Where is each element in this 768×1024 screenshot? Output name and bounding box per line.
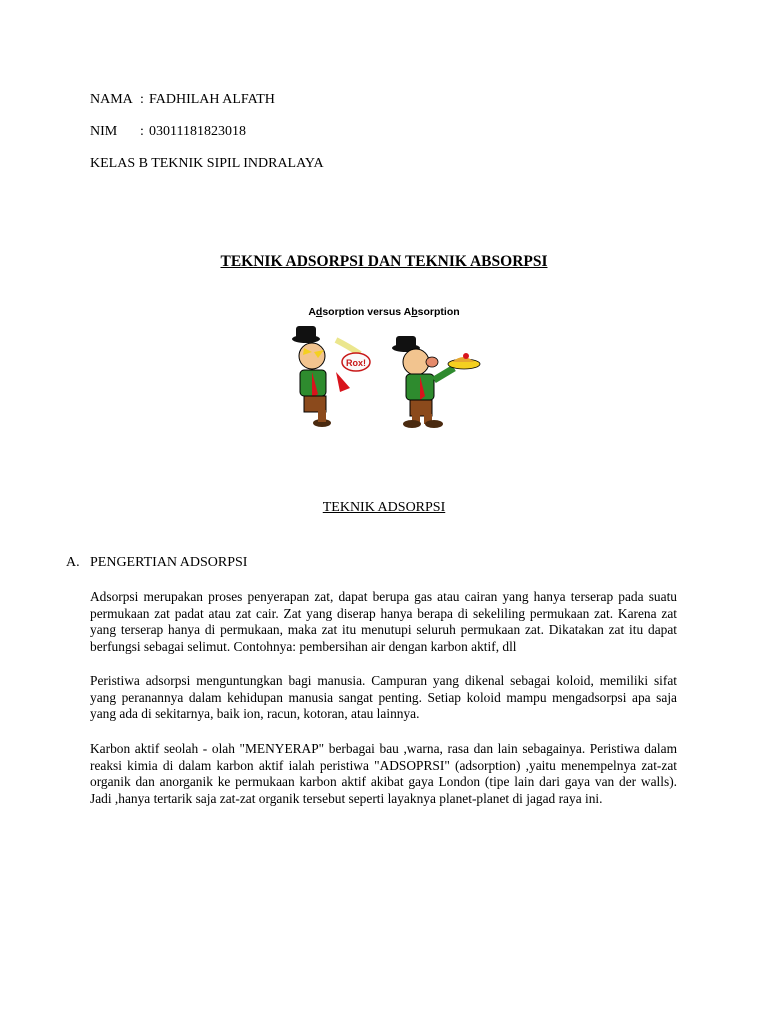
nim-label: NIM [90, 124, 118, 139]
paragraph-2: Peristiwa adsorpsi menguntungkan bagi manusia. Campuran yang dikenal sebagai koloid, memiliki sifat yang peranannya dalam kehidupan manusia sangat penting. Setiap koloid mampu mengadsorpsi apa saja yang ada di sekitarnya, baik ion, racun, kotoran, atau lainnya. [90, 673, 677, 721]
svg-text:Rox!: Rox! [346, 358, 366, 368]
page-title: TEKNIK ADSORPSI DAN TEKNIK ABSORPSI [220, 253, 548, 270]
adsorption-character [292, 326, 370, 427]
nama-separator: : [140, 92, 144, 107]
nama-value: FADHILAH ALFATH [149, 92, 275, 107]
figure-caption: Adsorption versus Absorption [308, 306, 460, 318]
nama-label: NAMA [90, 92, 133, 107]
paragraph-1: Adsorpsi merupakan proses penyerapan zat, dapat berupa gas atau cairan yang hanya terserap pada suatu permukaan zat padat atau zat cair. Zat yang diserap hanya berapa di sekeliling permukaan zat. Karena zat yang terserap hanya di permukaan, maka zat itu menutupi seluruh permukaan zat. Dikatakan zat itu dapat berfungsi sebagai selimut. Contohnya: pembersihan air dengan karbon aktif, dll [90, 589, 677, 654]
section-a-marker: A. [66, 555, 80, 570]
absorption-character [392, 336, 480, 428]
kelas-line: KELAS B TEKNIK SIPIL INDRALAYA [90, 156, 324, 171]
cartoon-illustration [284, 302, 484, 434]
section-title: TEKNIK ADSORPSI [322, 500, 446, 515]
section-a-heading: PENGERTIAN ADSORPSI [90, 555, 248, 570]
nim-value: 03011181823018 [149, 124, 246, 139]
adsorption-absorption-figure [284, 302, 484, 434]
paragraph-3: Karbon aktif seolah - olah "MENYERAP" berbagai bau ,warna, rasa dan lain sebagainya. Peristiwa dalam reaksi kimia di dalam karbon aktif ialah peristiwa "ADSOPRSI" (adsorption) ,yaitu menempelnya zat-zat organik dan anorganik ke permukaan karbon aktif akibat gaya London (tipe lain dari gaya van der walls). Jadi ,hanya tertarik saja zat-zat organik tersebut seperti layaknya planet-planet di jagad raya ini. [90, 741, 677, 806]
nim-separator: : [140, 124, 144, 139]
